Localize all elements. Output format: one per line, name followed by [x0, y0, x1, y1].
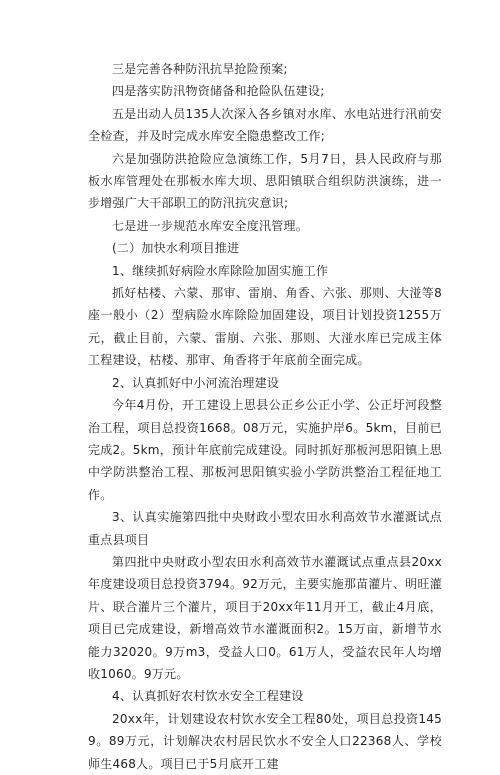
body-paragraph: 第四批中央财政小型农田水利高效节水灌溉试点重点县20xx年度建设项目总投资3794。92万元，主要实施那苗灌片、明旺灌片、联合灌片三个灌片，项目于20xx年11月开工，截止4月底，项目已完成建设，新增高效节水灌溉面积2。15万亩，新增节水能力32020。9万m3，受益人口0。61万人，受益农民年人均增收1060。9万元。: [88, 554, 442, 681]
body-paragraph: 三是完善各种防汛抗旱抢险预案;: [112, 62, 288, 76]
body-paragraph: 五是出动人员135人次深入各乡镇对水库、水电站进行汛前安全检查，并及时完成水库安全隐患整改工作;: [88, 106, 442, 144]
body-paragraph: 六是加强防洪抢险应急演练工作，5月7日，县人民政府与那板水库管理处在那板水库大坝、思阳镇联合组织防洪演练，进一步增强广大干部职工的防汛抗灾意识;: [88, 151, 442, 211]
section-heading: 3、认真实施第四批中央财政小型农田水利高效节水灌溉试点重点县项目: [88, 510, 442, 547]
section-heading: 2、认真抓好中小河流治理建设: [112, 375, 280, 390]
section-heading: (二）加快水利项目推进: [112, 241, 240, 256]
body-paragraph: 七是进一步规范水库安全度汛管理。: [112, 218, 309, 233]
section-heading: 4、认真抓好农村饮水安全工程建设: [112, 689, 304, 704]
body-paragraph: 今年4月份，开工建设上思县公正乡公正小学、公正圩河段整治工程，项目总投资1668。08万元，实施护岸6。5km，目前已完成2。5km，预计年底前完成建设。同时抓好那板河思阳镇上思中学防洪整治工程、那板河思阳镇实验小学防洪整治工程征地工作。: [88, 398, 442, 502]
body-paragraph: 抓好枯楼、六蒙、那审、雷崩、角香、六张、那则、大湴等8座一般小（2）型病险水库除险加固建设，项目计划投资1255万元，截止目前，六蒙、雷崩、六张、那则、大湴水库已完成主体工程建设，枯楼、那审、角香将于年底前全面完成。: [88, 286, 442, 368]
body-paragraph: 20xx年，计划建设农村饮水安全工程80处，项目总投资1459。89万元，计划解决农村居民饮水不安全人口22368人、学校师生468人。项目已于5月底开工建: [88, 711, 442, 771]
body-paragraph: 四是落实防汛物资储备和抢险队伍建设;: [112, 84, 325, 99]
section-heading: 1、继续抓好病险水库除险加固实施工作: [112, 263, 329, 278]
